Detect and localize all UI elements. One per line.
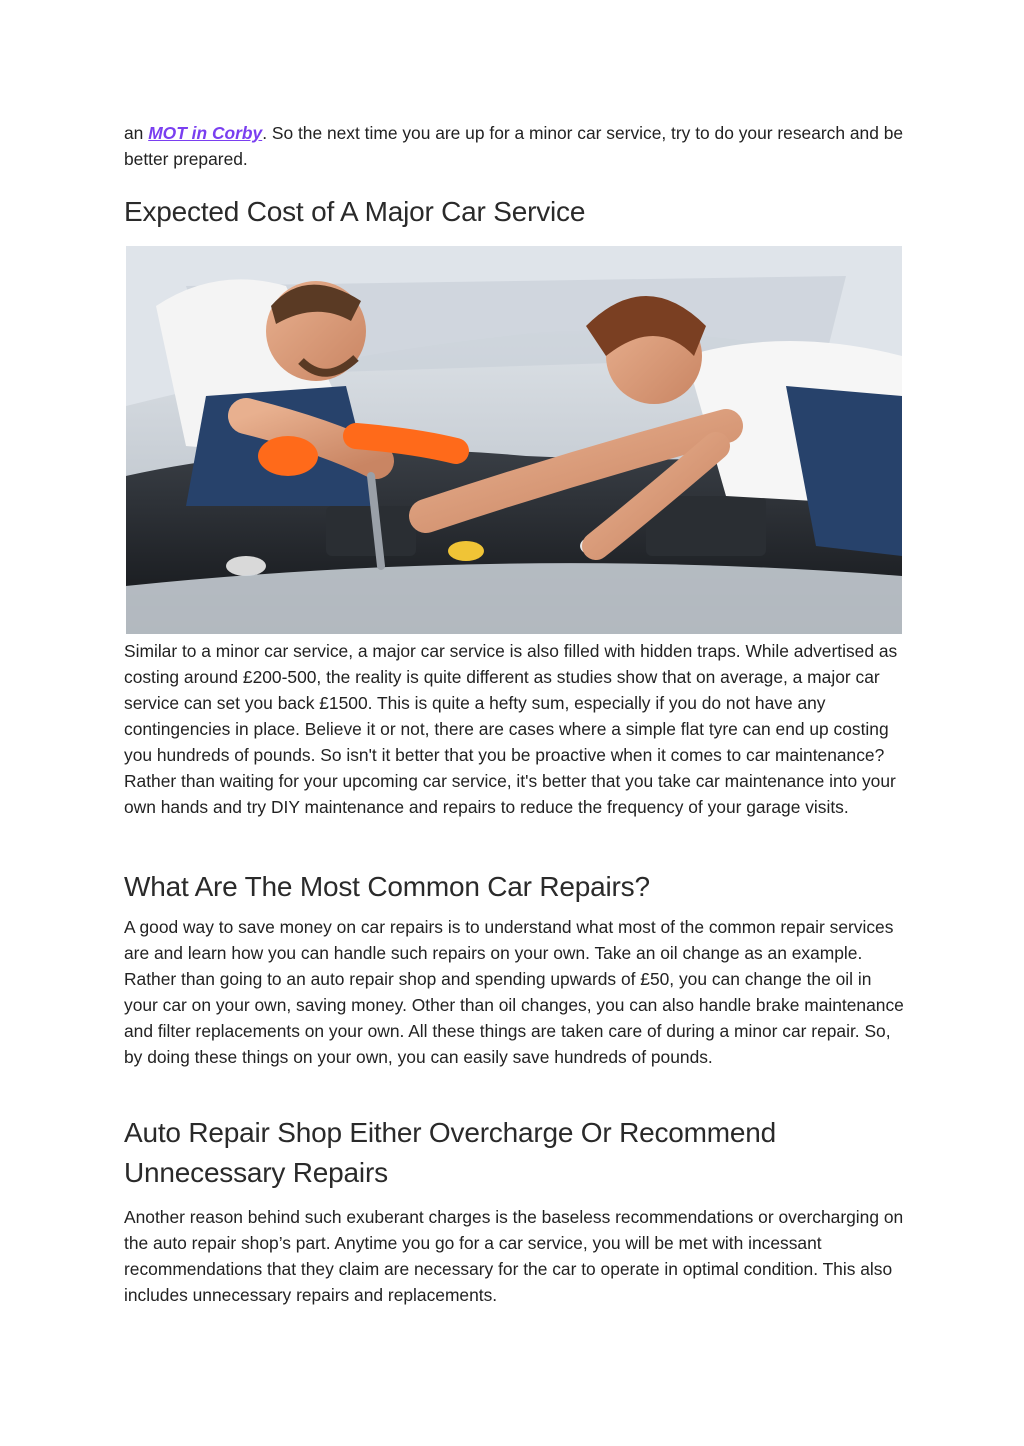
intro-suffix: . So the next time you are up for a minor car service, try to do your research and be better prepared. bbox=[124, 123, 904, 169]
mot-in-corby-link[interactable]: MOT in Corby bbox=[148, 123, 263, 143]
major-service-paragraph: Similar to a minor car service, a major car service is also filled with hidden traps. While advertised as costing around £200-500, the reality is quite different as studies show that on average, a major car service can set you back £1500. This is quite a hefty sum, especially if you do not have any contingencies in place. Believe it or not, there are cases where a simple flat tyre can end up costing you hundreds of pounds. So isn't it better that you be proactive when it comes to car maintenance? Rather than waiting for your upcoming car service, it's better that you take car maintenance into your own hands and try DIY maintenance and repairs to reduce the frequency of your garage visits. bbox=[124, 641, 898, 817]
heading-major-service-cost: Expected Cost of A Major Car Service bbox=[124, 196, 586, 227]
overcharge-paragraph: Another reason behind such exuberant charges is the baseless recommendations or overcharging on the auto repair shop’s part. Anytime you go for a car service, you will be met with incessant recommendations that they claim are necessary for the car to operate in optimal condition. This also includes unnecessary repairs and replacements. bbox=[124, 1207, 904, 1305]
common-repairs-paragraph: A good way to save money on car repairs is to understand what most of the common repair services are and learn how you can handle such repairs on your own. Take an oil change as an example. Rather than going to an auto repair shop and spending upwards of £50, you can change the oil in your car on your own, saving money. Other than oil changes, you can also handle brake maintenance and filter replacements on your own. All these things are taken care of during a minor car repair. So, by doing these things on your own, you can easily save hundreds of pounds. bbox=[124, 917, 904, 1067]
mechanics-engine-illustration bbox=[126, 246, 902, 634]
intro-prefix: an bbox=[124, 123, 149, 143]
heading-overcharge: Auto Repair Shop Either Overcharge Or Recommend Unnecessary Repairs bbox=[124, 1117, 777, 1188]
intro-paragraph bbox=[124, 120, 904, 172]
heading-common-repairs: What Are The Most Common Car Repairs? bbox=[124, 871, 650, 902]
mechanics-photo bbox=[126, 246, 902, 634]
